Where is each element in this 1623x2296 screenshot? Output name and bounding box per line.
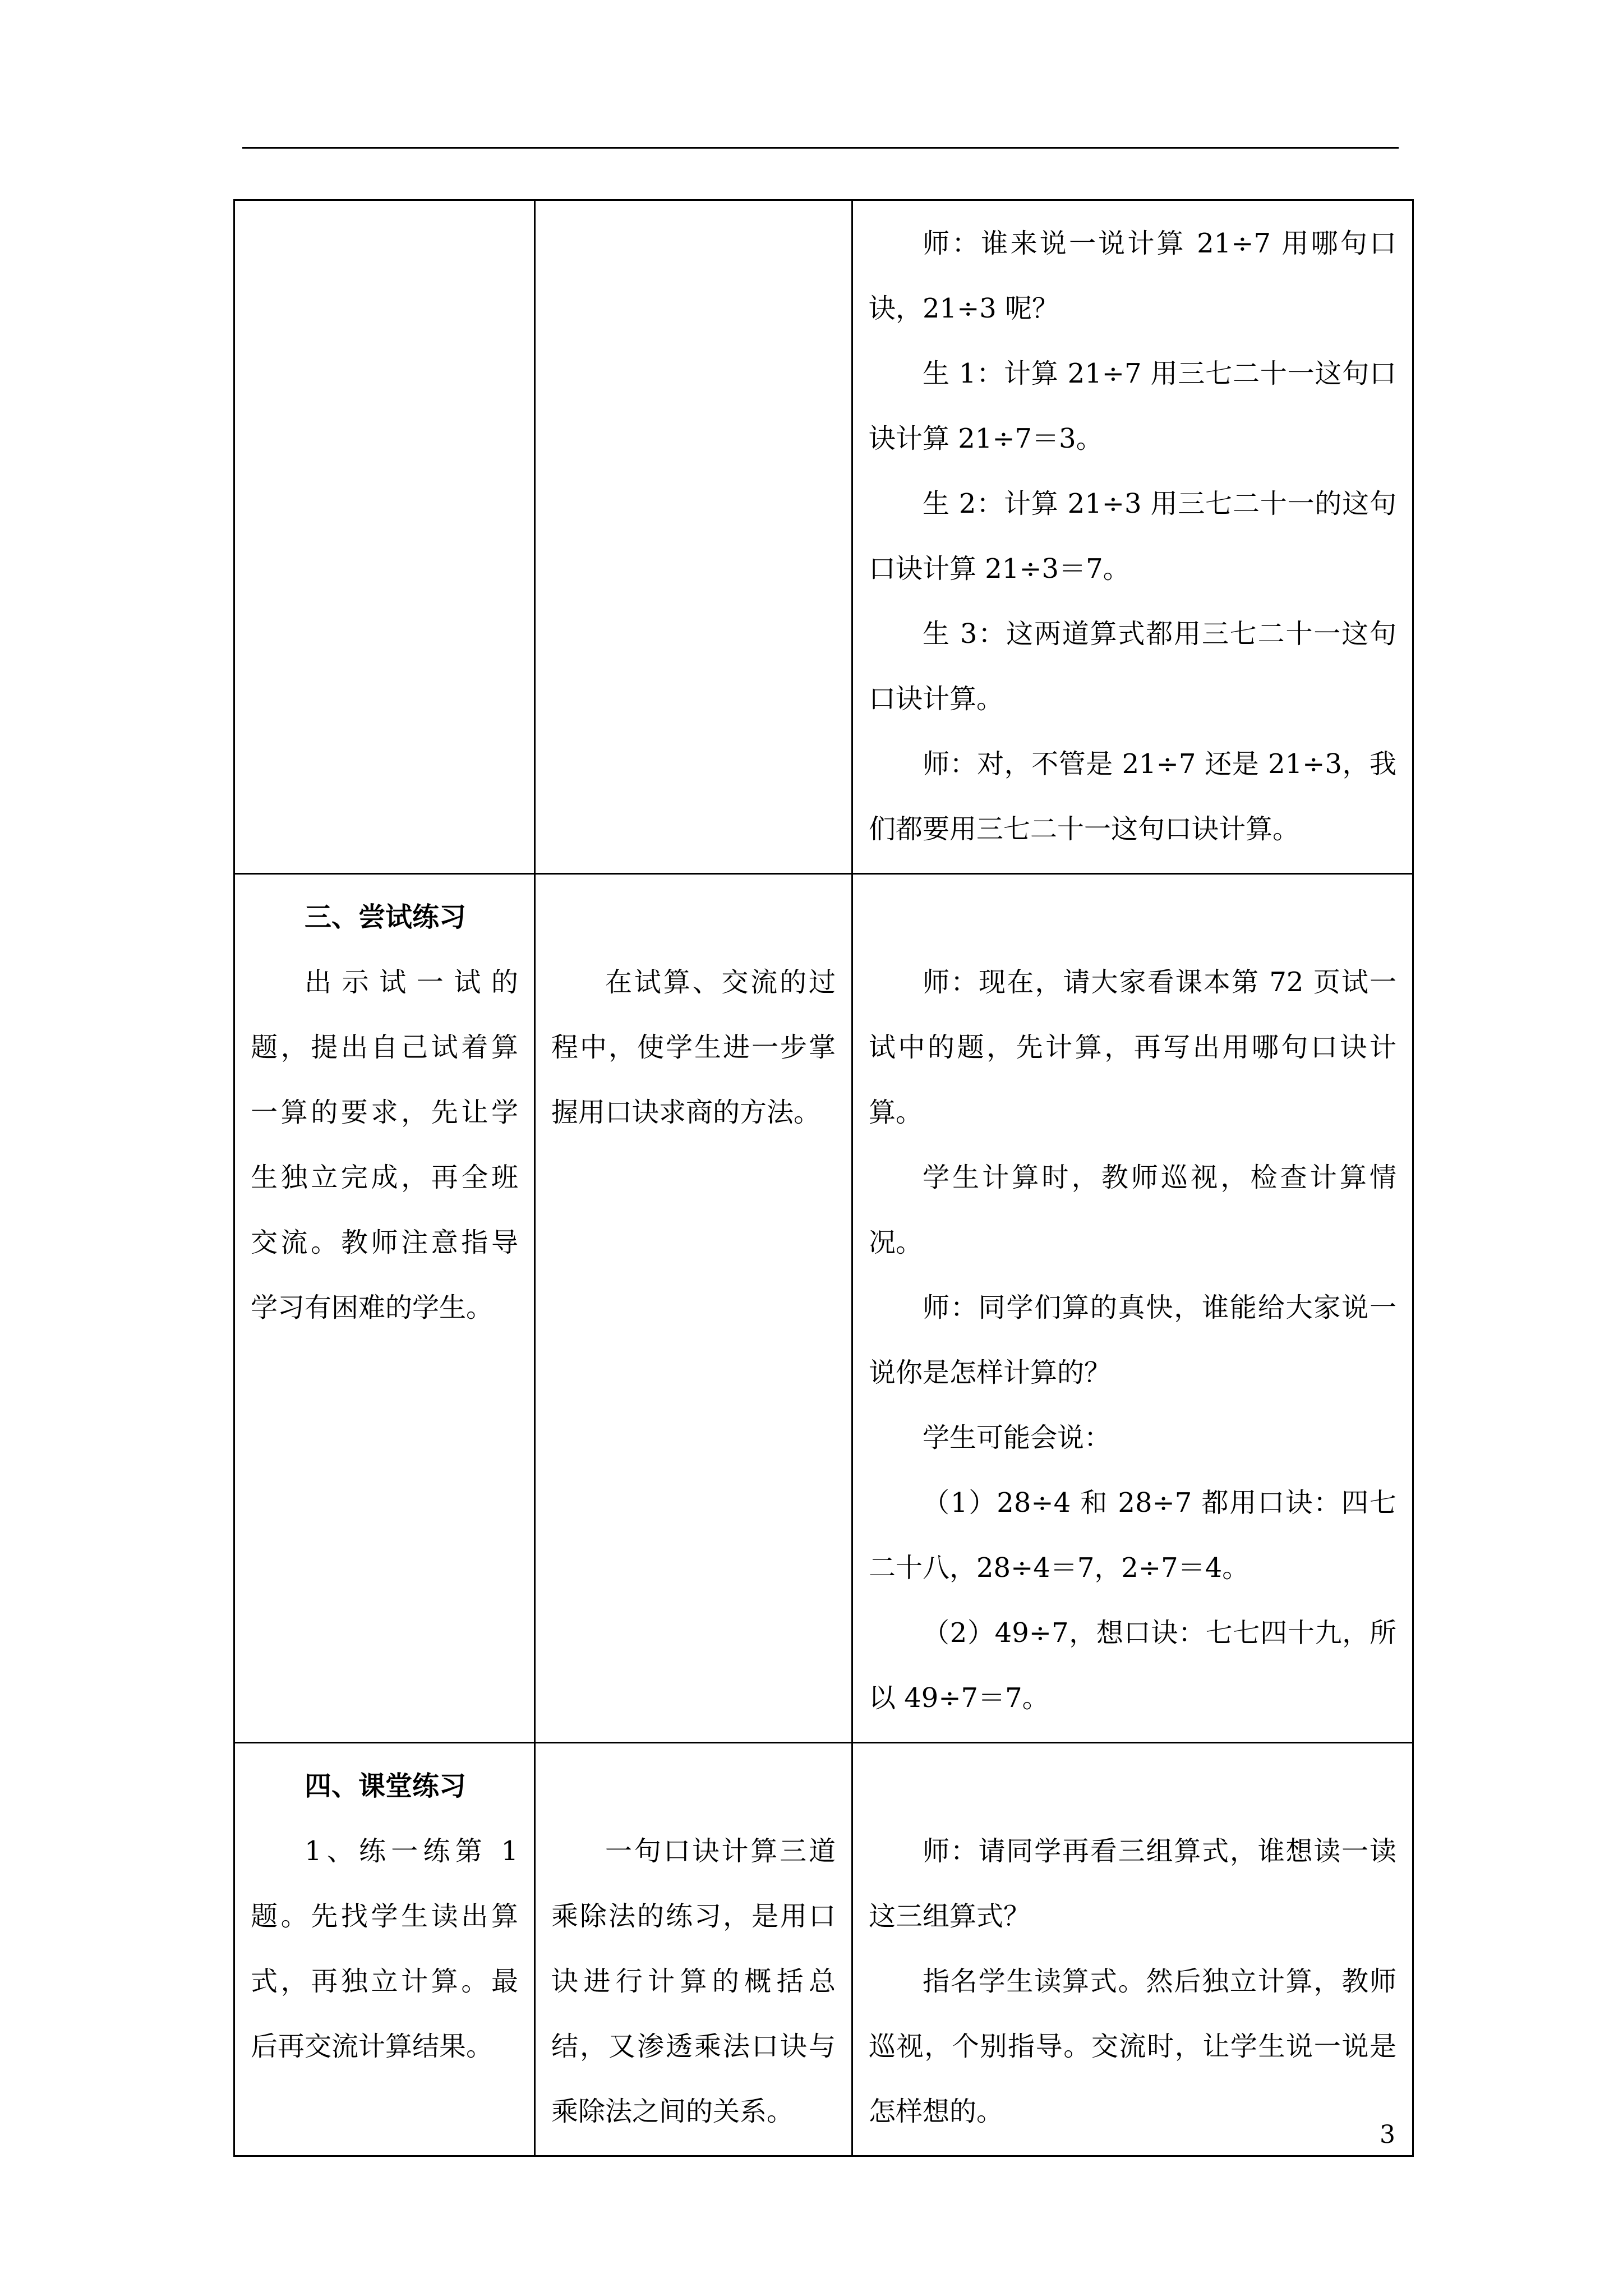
classroom-dialogue-cell bbox=[852, 200, 1413, 874]
dialogue-line: 指名学生读算式。然后独立计算，教师巡视，个别指导。交流时，让学生说一说是怎样想的。 bbox=[869, 1966, 1396, 2127]
design-intent-cell bbox=[535, 874, 852, 1743]
dialogue-line: （2）49÷7，想口诀：七七四十九，所以 49÷7＝7。 bbox=[869, 1617, 1396, 1714]
table-row bbox=[234, 874, 1413, 1743]
dialogue-line: 师：请同学再看三组算式，谁想读一读这三组算式？ bbox=[869, 1835, 1396, 1932]
teacher-activity-cell bbox=[234, 874, 535, 1743]
dialogue-line: 师：对，不管是 21÷7 还是 21÷3，我们都要用三七二十一这句口诀计算。 bbox=[869, 748, 1396, 845]
lesson-plan-table bbox=[233, 199, 1414, 2157]
intent-text: 在试算、交流的过程中，使学生进一步掌握用口诀求商的方法。 bbox=[551, 967, 836, 1128]
dialogue-line: 生 2：计算 21÷3 用三七二十一的这句口诀计算 21÷3＝7。 bbox=[869, 488, 1396, 585]
dialogue-line: 师：同学们算的真快，谁能给大家说一说你是怎样计算的？ bbox=[869, 1292, 1396, 1388]
table-row bbox=[234, 1743, 1413, 2156]
activity-text: 1、练一练第 1 题。先找学生读出算式，再独立计算。最后再交流计算结果。 bbox=[251, 1835, 518, 2062]
dialogue-line: 学生计算时，教师巡视，检查计算情况。 bbox=[869, 1162, 1396, 1258]
activity-text: 出示试一试的题，提出自己试着算一算的要求，先让学生独立完成，再全班交流。教师注意指导学习有困难的学生。 bbox=[251, 967, 518, 1323]
dialogue-line: 师：现在，请大家看课本第 72 页试一试中的题，先计算，再写出用哪句口诀计算。 bbox=[869, 967, 1396, 1128]
teacher-activity-cell bbox=[234, 200, 535, 874]
dialogue-line: （1）28÷4 和 28÷7 都用口诀：四七二十八，28÷4＝7，2÷7＝4。 bbox=[869, 1487, 1396, 1584]
section-heading: 三、尝试练习 bbox=[305, 901, 467, 933]
intent-text: 一句口诀计算三道乘除法的练习，是用口诀进行计算的概括总结，又渗透乘法口诀与乘除法之间的关系。 bbox=[551, 1835, 836, 2127]
design-intent-cell bbox=[535, 200, 852, 874]
header-rule bbox=[242, 147, 1399, 149]
design-intent-cell bbox=[535, 1743, 852, 2156]
dialogue-line: 生 1：计算 21÷7 用三七二十一这句口诀计算 21÷7＝3。 bbox=[869, 358, 1396, 454]
teacher-activity-cell bbox=[234, 1743, 535, 2156]
dialogue-line: 生 3：这两道算式都用三七二十一这句口诀计算。 bbox=[869, 618, 1396, 715]
classroom-dialogue-cell bbox=[852, 874, 1413, 1743]
dialogue-line: 学生可能会说： bbox=[923, 1422, 1112, 1453]
section-heading: 四、课堂练习 bbox=[305, 1770, 467, 1802]
table-row bbox=[234, 200, 1413, 874]
classroom-dialogue-cell bbox=[852, 1743, 1413, 2156]
page-number: 3 bbox=[1380, 2120, 1395, 2149]
dialogue-line: 师：谁来说一说计算 21÷7 用哪句口诀，21÷3 呢？ bbox=[869, 228, 1396, 324]
